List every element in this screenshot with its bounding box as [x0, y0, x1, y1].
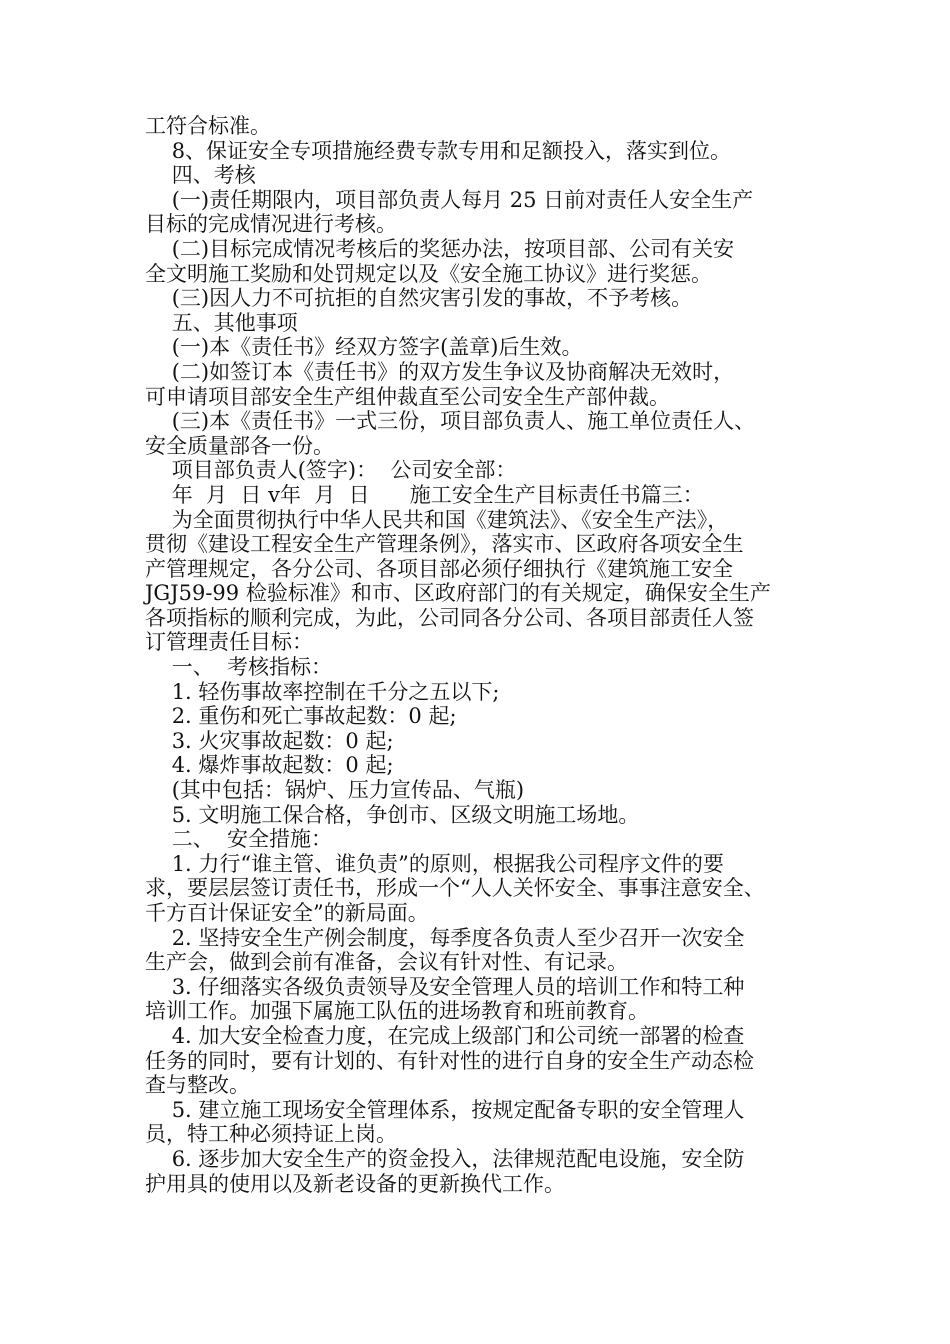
text-line: 年 月 日 v年 月 日 施工安全生产目标责任书篇三：	[145, 482, 704, 507]
text-line: 订管理责任目标：	[145, 630, 313, 655]
text-line: 查与整改。	[145, 1073, 250, 1098]
text-line: 一、 考核指标：	[145, 655, 333, 680]
text-line: 求，要层层签订责任书，形成一个“人人关怀安全、事事注意安全、	[145, 876, 765, 901]
text-line: 4. 加大安全检查力度，在完成上级部门和公司统一部署的检查	[145, 1023, 745, 1048]
text-line: (二)如签订本《责任书》的双方发生争议及协商解决无效时，	[145, 359, 735, 384]
text-line: 产管理规定，各分公司、各项目部必须仔细执行《建筑施工安全	[145, 556, 733, 581]
text-line: 生产会，做到会前有准备，会议有针对性、有记录。	[145, 950, 628, 975]
text-line: 二、 安全措施：	[145, 827, 333, 852]
text-line: 2. 重伤和死亡事故起数：0 起;	[145, 704, 457, 729]
text-line: 3. 火灾事故起数：0 起;	[145, 728, 394, 753]
text-line: (一)本《责任书》经双方签字(盖章)后生效。	[145, 335, 583, 360]
text-line: (三)本《责任书》一式三份，项目部负责人、施工单位责任人、	[145, 409, 756, 434]
text-line: 目标的完成情况进行考核。	[145, 212, 397, 237]
text-line: 项目部负责人(签字)： 公司安全部：	[145, 458, 517, 483]
text-line: 2. 坚持安全生产例会制度，每季度各负责人至少召开一次安全	[145, 925, 745, 950]
text-line: 四、考核	[145, 163, 256, 188]
text-line: 安全质量部各一份。	[145, 433, 334, 458]
text-line: (三)因人力不可抗拒的自然灾害引发的事故，不予考核。	[145, 286, 693, 311]
text-line: 任务的同时，要有计划的、有针对性的进行自身的安全生产动态检	[145, 1048, 754, 1073]
text-line: 可申请项目部安全生产组仲裁直至公司安全生产部仲裁。	[145, 384, 670, 409]
text-line: 3. 仔细落实各级负责领导及安全管理人员的培训工作和特工种	[145, 974, 745, 999]
text-line: 贯彻《建设工程安全生产管理条例》，落实市、区政府各项安全生	[145, 532, 744, 557]
text-line: (其中包括：锅炉、压力宣传品、气瓶)	[145, 778, 525, 803]
text-line: 培训工作。加强下属施工队伍的进场教育和班前教育。	[145, 999, 649, 1024]
text-line: 为全面贯彻执行中华人民共和国《建筑法》、《安全生产法》，	[145, 507, 729, 532]
document-body	[145, 114, 815, 1196]
text-line: 全文明施工奖励和处罚规定以及《安全施工协议》进行奖惩。	[145, 261, 712, 286]
text-line: 员，特工种必须持证上岗。	[145, 1122, 397, 1147]
text-line: 1. 轻伤事故率控制在千分之五以下;	[145, 679, 500, 704]
text-line: 8、保证安全专项措施经费专款专用和足额投入，落实到位。	[145, 138, 732, 163]
text-line: 护用具的使用以及新老设备的更新换代工作。	[145, 1171, 565, 1196]
text-line: 1. 力行“谁主管、谁负责”的原则，根据我公司程序文件的要	[145, 851, 724, 876]
text-line: (一)责任期限内，项目部负责人每月 25 日前对责任人安全生产	[145, 187, 754, 212]
text-line: 五、其他事项	[145, 310, 298, 335]
text-line: JGJ59-99 检验标准》和市、区政府部门的有关规定，确保安全生产	[145, 581, 771, 606]
text-line: 5. 文明施工保合格，争创市、区级文明施工场地。	[145, 802, 640, 827]
text-line: 各项指标的顺利完成，为此，公司同各分公司、各项目部责任人签	[145, 605, 754, 630]
text-line: 5. 建立施工现场安全管理体系，按规定配备专职的安全管理人	[145, 1097, 745, 1122]
text-line: 6. 逐步加大安全生产的资金投入，法律规范配电设施，安全防	[145, 1146, 745, 1171]
text-line: 工符合标准。	[145, 114, 271, 138]
text-line: 4. 爆炸事故起数：0 起;	[145, 753, 394, 778]
text-line: (二)目标完成情况考核后的奖惩办法，按项目部、公司有关安	[145, 236, 735, 261]
text-line: 千方百计保证安全”的新局面。	[145, 901, 429, 925]
